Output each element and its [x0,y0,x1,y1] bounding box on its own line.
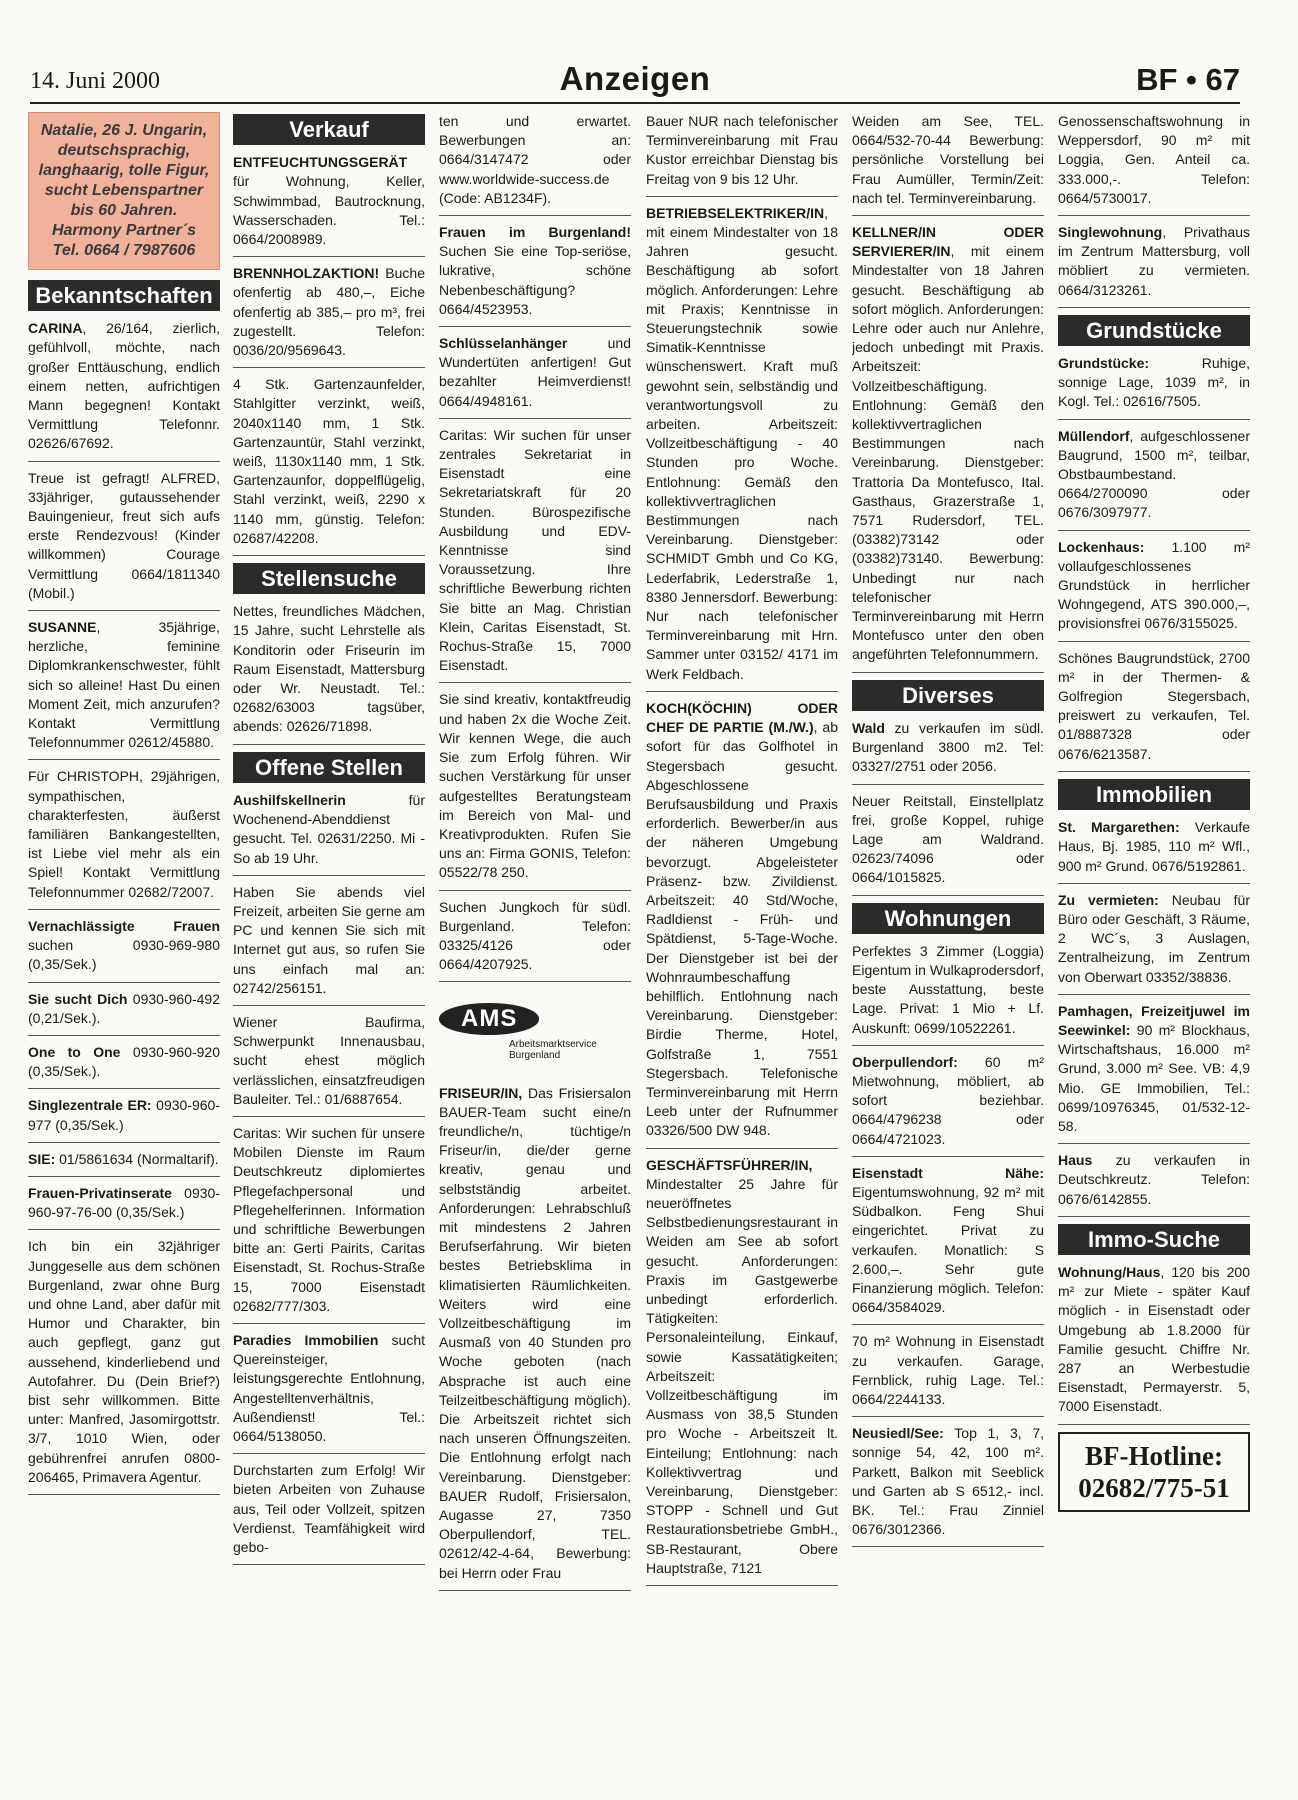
ad-text: Caritas: Wir suchen für unser zentrales Sekretariat in Eisenstadt eine Sekretariatskraft für 20 Stunden. Bürospezifische Ausbildung und EDV-Kenntnisse sind Voraussetzung. Ihre schriftliche Bewerbung richten Sie bitte an Mag. Christian Klein, Caritas Eisenstadt, St. Rochus-Straße 15, 7000 Eisenstadt. [439,426,631,674]
ad-text: suchen 0930-969-980 (0,35/Sek.) [28,937,220,973]
section-heading: Immobilien [1058,779,1250,810]
ad-text: Mindestalter 25 Jahre für neueröffnetes Selbstbedienungsrestaurant in Weiden am See ab sofort gesucht. Anforderungen: Praxis im Gastgewerbe unbedingt erforderlich. Tätigkeiten: Personaleinteilung, Einkauf, sowie Kassatätigkeiten; Arbeitszeit: Vollzeitbeschäftigung im Ausmass von 38,5 Stunden pro Woche - Arbeitszeit lt. Einteilung; Entlohnung: nach Kollektivvertrag und Vereinbarung, Dienstgeber: STOPP - Schnell und Gut Restaurationsbetriebe GmbH., SB-Restaurant, Obere Hauptstraße, 7121 [646,1175,838,1576]
classified-ad [852,1164,1044,1326]
ams-logo: AMS [439,1003,539,1034]
ad-text: 0930-960-920 (0,35/Sek.). [28,1043,220,1080]
classified-ad [439,112,631,216]
classified-ad [233,602,425,744]
classified-ad [439,690,631,890]
column-5 [852,112,1044,1752]
ad-text: 1.100 m² vollaufgeschlossenes Grundstück in herrlicher Wohngegend, ATS 390.000,–, provisionsfrei 0676/3155025. [1058,538,1250,632]
classified-ad [439,898,631,983]
section-heading: Grundstücke [1058,315,1250,346]
ad-text: 60 m² Mietwohnung, möbliert, ab sofort beziehbar. 0664/4796238 oder 0664/4721023. [852,1053,1044,1147]
ad-text: 4 Stk. Gartenzaunfelder, Stahlgitter verzinkt, weiß, 2040x1140 mm, 1 Stk. Gartenzauntür, Stahl verzinkt, weiß, 1130x1140 mm, 1 Stk. Gartenzaunfor, doppelflügelig, Stahl verzinkt, weiß, 2290 x 1140 mm, günstig. Telefon: 02687/42208. [233,376,425,546]
ad-headline: Lockenhaus: [1058,538,1145,555]
ad-text: Haben Sie abends viel Freizeit, arbeiten Sie gerne am PC und kennen Sie sich mit Internet gut aus, so rufen Sie uns einfach mal an: 02742/256151. [233,883,425,996]
classified-ad [28,1096,220,1142]
ad-text: und Wundertüten anfertigen! Gut bezahlter Heimverdienst! 0664/4948161. [439,335,631,409]
classified-ad [1058,891,1250,995]
ad-headline: ENTFEUCHTUNGSGERÄT [233,154,408,171]
ad-text: , Privathaus im Zentrum Mattersburg, voll möbliert zu vermieten. 0664/3123261. [1058,224,1250,298]
ad-text: 01/5861634 (Normaltarif). [55,1150,219,1167]
classified-ad [233,1124,425,1324]
ad-headline: Neusiedl/See: [852,1425,944,1442]
ad-headline: Haus [1058,1152,1093,1169]
ad-text: sucht Quereinsteiger, leistungsgerechte Entlohnung, Angestelltenverhältnis, Außendienst! Tel.: 0664/5138050. [233,1331,425,1444]
classified-ad [852,792,1044,896]
ad-text: , 35jährige, herzliche, feminine Diplomkrankenschwester, fühlt sich so alleine! Hast Du einen Moment Zeit, mich anzurufen? Kontakt Vermittlung Telefonnummer 02612/45880. [28,619,220,751]
classified-ad [28,1184,220,1230]
ad-text: Das Frisiersalon BAUER-Team sucht eine/n freundliche/n, tüchtige/n Friseur/in, die/der gerne kreativ, genau und selbstständig arbeitet. Anforderungen: Lehrabschluß mit mindestens 2 Jahren Berufserfahrung. Wir bieten bestes Betriebsklima in klimatisierten Räumlichkeiten. Weiters wird eine Vollzeitbeschäftigung im Ausmaß von 40 Stunden pro Woche geboten (nach Absprache ist auch eine Teilzeitbeschäftigung möglich). Die Arbeitszeit richtet sich nach unseren Öffnungszeiten. Die Entlohnung erfolgt nach Vereinbarung. Dienstgeber: BAUER Rudolf, Frisiersalon, Augasse 27, 7350 Oberpullendorf, TEL. 02612/42-4-64, Bewerbung: bei Herrn oder Frau [439,1084,631,1581]
ad-text: , ab sofort für das Golfhotel in Stegersbach gesucht. Abgeschlossene Berufsausbildung und Praxis erforderlich. Bewerber/in aus der näheren Umgebung bevorzugt. Abgeleisteter Präsenz- bzw. Zivildienst. Arbeitszeit: 40 Std/Woche, Radldienst - Früh- und Spätdienst, 5-Tage-Woche. Der Dienstgeber ist bei der Wohnraumbeschaffung behilflich. Entlohnung nach Vereinbarung. Dienstgeber: Birdie Therme, Hotel, Golfstraße 1, 7551 Stegersbach. Telefonische Terminvereinbarung mit Herrn Leeb unter der Rufnummer 03326/500 DW 948. [646,719,838,1139]
classified-ad [233,375,425,556]
classified-ad [852,719,1044,785]
classified-ad [28,990,220,1036]
ad-headline: KELLNER/IN ODER SERVIERER/IN [852,224,1044,260]
ad-headline: Eisenstadt Nähe: [852,1164,1044,1181]
ad-text: Nettes, freundliches Mädchen, 15 Jahre, sucht Lehrstelle als Konditorin oder Friseurin im Raum Eisenstadt, Mattersburg oder Wr. Neustadt. Tel.: 02682/63003 tagsüber, abends: 02626/71898. [233,603,425,735]
classified-ad [233,264,425,368]
ad-headline: Aushilfskellnerin [233,791,346,808]
section-heading: Wohnungen [852,903,1044,934]
column-6 [1058,112,1250,1752]
ad-headline: Zu vermieten: [1058,891,1159,908]
classified-ad [233,1331,425,1454]
ad-headline: Singlewohnung [1058,224,1163,241]
classified-ad [1058,223,1250,308]
hotline-box [1058,1432,1250,1512]
ad-headline: Vernachlässigte Frauen [28,917,220,934]
ad-headline: Paradies Immobilien [233,1331,379,1348]
classified-ad [233,791,425,876]
classified-ad [233,1013,425,1117]
column-1 [28,112,220,1752]
section-title: Anzeigen [559,60,711,97]
classified-ad [233,1461,425,1565]
section-heading: Stellensuche [233,563,425,594]
ad-text: Ruhige, sonnige Lage, 1039 m², in Kogl. Tel.: 02616/7505. [1058,355,1250,410]
ad-text: zu verkaufen im südl. Burgenland 3800 m2. Tel: 03327/2751 oder 2056. [852,719,1044,775]
classified-ad [852,1424,1044,1547]
ad-text: Weiden am See, TEL. 0664/532-70-44 Bewerbung: persönliche Vorstellung bei Frau Aumüller, Termin/Zeit: nach tel. Terminvereinbarung. [852,113,1044,206]
column-3 [439,112,631,1752]
ad-text: , mit einem Mindestalter von 18 Jahren gesucht. Beschäftigung ab sofort möglich. Anforderungen: Lehre oder auch nur Anlehre, jedoch unbedingt mit Praxis. Arbeitszeit: Vollzeitbeschäftigung. Entlohnung: Gemäß den kollektivvertraglichen Bestimmungen nach Vereinbarung. Dienstgeber: Trattoria Da Montefusco, Ital. Gasthaus, Grazerstraße 1, 7571 Rudersdorf, TEL. (03382)73142 oder (03382)73140. Bewerbung: Unbedingt nur nach telefonischer Terminvereinbarung mit Herrn Montefusco unter den oben angeführten Telefonnummern. [852,243,1044,663]
ad-text: Wiener Baufirma, Schwerpunkt Innenausbau, sucht ehest möglich verlässlichen, einsatzfreudigen Bauleiter. Tel.: 01/6887654. [233,1013,425,1107]
classified-ad [1058,538,1250,642]
classified-ad [233,153,425,257]
ad-text: Verkaufe Haus, Bj. 1985, 110 m² Wfl., 900 m² Grund. 0676/5192861. [1058,819,1250,874]
ad-headline: KOCH(KÖCHIN) ODER CHEF DE PARTIE (M./W.) [646,699,838,736]
ad-headline: St. Margarethen: [1058,819,1180,836]
ad-headline: GESCHÄFTSFÜHRER/IN, [646,1156,813,1173]
section-heading: Offene Stellen [233,752,425,783]
ad-headline: Sie sucht Dich [28,990,128,1007]
classified-ad [646,204,838,692]
ad-headline: FRISEUR/IN, [439,1084,523,1101]
ad-text: Ich bin ein 32jähriger Junggeselle aus dem schönen Burgenland, zwar ohne Burg und ohne Land, aber dafür mit Humor und Charakter, bin auch gepflegt, ganz gut aussehend, kinderliebend und Autofahrer. Du (Dein Brief?) bist sehr willkommen. Bitte unter: Manfred, Jasomirgottstr. 3/7, 1010 Wien, oder gebührenfrei anrufen 0800-206465, Primavera Agentur. [28,1238,220,1485]
ad-headline: Oberpullendorf: [852,1053,958,1070]
ad-headline: CARINA [28,320,83,337]
ad-text: für Wohnung, Keller, Schwimmbad, Bautrocknung, Wasserschaden. Tel.: 0664/2008989. [233,173,425,248]
page-header [30,60,1240,104]
classified-ad [1058,354,1250,420]
ad-text: Durchstarten zum Erfolg! Wir bieten Arbeiten von Zuhause aus, Teil oder Vollzeit, spitzen Verdienst. Teamfähigkeit wird gebo- [233,1462,425,1555]
ad-text: 90 m² Blockhaus, Wirtschaftshaus, 16.000 m² Grund, 3.000 m² See. VB: 4,9 Mio. GE Immobilien, Tel.: 0699/10976345, 01/532-12-58. [1058,1021,1250,1134]
ad-text: zu verkaufen in Deutschkreutz. Telefon: 0676/6142855. [1058,1152,1250,1207]
classified-ad [1058,1263,1250,1425]
classified-ad [852,112,1044,216]
ad-headline: Singlezentrale ER: [28,1097,152,1114]
classified-ad [646,112,838,197]
classified-ad [439,1084,631,1591]
classified-ad [439,223,631,327]
classified-ad [646,699,838,1149]
ad-text: Suchen Jungkoch für südl. Burgenland. Telefon: 03325/4126 oder 0664/4207925. [439,898,631,973]
classified-ad [1058,649,1250,772]
ad-text: 0930-960-492 (0,21/Sek.). [28,990,220,1026]
classified-ad [439,334,631,419]
ad-text: , 120 bis 200 m² zur Miete - später Kauf möglich - in Eisenstadt oder Umgebung ab 1.8.2000 für Familie gesucht. Chiffre Nr. 287 an Werbestudie Eisenstadt, Permayerstr. 5, 7000 Eisenstadt. [1058,1263,1250,1415]
ad-text: Eigentumswohnung, 92 m² mit Südbalkon. Feng Shui eingerichtet. Privat zu verkaufen. Monatlich: S 2.600,–. Sehr gute Finanzierung möglich. Telefon: 0664/3584029. [852,1183,1044,1316]
classified-ad [1058,818,1250,884]
ad-headline: Pamhagen, Freizeitjuwel im Seewinkel: [1058,1002,1250,1038]
ad-text: Top 1, 3, 7, sonnige 54, 42, 100 m². Parkett, Balkon mit Seeblick und Garten ab S 6512,- incl. BK. Tel.: Frau Zinniel 0676/3012366. [852,1425,1044,1538]
ams-logo-ad [439,989,631,1076]
classified-ad [28,767,220,909]
classified-ad [1058,1002,1250,1144]
hotline-number: 02682/775-51 [1078,1472,1230,1503]
section-heading: Verkauf [233,114,425,145]
ad-headline: One to One [28,1043,121,1060]
classified-ad [1058,427,1250,531]
ad-headline: Wohnung/Haus [1058,1263,1161,1280]
ad-headline: Frauen im Burgenland! [439,224,631,241]
ad-text: Suchen Sie eine Top-seriöse, lukrative, schöne Nebenbeschäftigung? 0664/4523953. [439,243,631,317]
ad-text: für Wochenend-Abenddienst gesucht. Tel. 02631/2250. Mi - So ab 19 Uhr. [233,791,425,866]
ad-text: Caritas: Wir suchen für unsere Mobilen Dienste im Raum Deutschkreutz diplomiertes Pflegefachpersonal und Pflegehelferinnen. Information und schriftliche Bewerbungen bitte an: Gerti Pairits, Caritas Eisenstadt, St. Rochus-Straße 15, 7000 Eisenstadt 02682/777/303. [233,1124,425,1314]
ad-headline: SUSANNE [28,619,97,636]
section-heading: Immo-Suche [1058,1224,1250,1255]
issue-date: 14. Juni 2000 [30,68,161,94]
classified-ad [28,917,220,983]
ad-headline: BETRIEBSELEKTRIKER/IN [646,204,825,221]
ad-headline: BRENNHOLZAKTION! [233,265,380,282]
ad-text: 0930-960-97-76-00 (0,35/Sek.) [28,1184,220,1221]
classified-ad [1058,1151,1250,1217]
ad-text: 70 m² Wohnung in Eisenstadt zu verkaufen. Garage, Fernblick, ruhig Lage. Tel.: 0664/2244133. [852,1333,1044,1407]
ad-text: Buche ofenfertig ab 480,–, Eiche ofenfertig ab 385,– pro m³, frei zugestellt. Telefon: 0036/20/9569643. [233,265,425,359]
classified-ad [233,883,425,1006]
section-heading: Diverses [852,680,1044,711]
classified-ad [28,618,220,760]
classified-ad [28,1237,220,1495]
ad-text: Für CHRISTOPH, 29jährigen, sympathischen, charakterfesten, äußerst familiären Bankangestellten, ist Liebe viel mehr als ein Spiel! Kontakt Vermittlung Telefonnummer 02682/72007. [28,768,220,900]
column-2 [233,112,425,1752]
ad-text: Sie sind kreativ, kontaktfreudig und haben 2x die Woche Zeit. Wir kennen Wege, die auch Sie zum Erfolg führen. Wir suchen Verstärkung für unser aufgestelltes Beratungsteam im Bereich von Mal- und Kreativprodukten. Rufen Sie uns an: Firma GONIS, Telefon: 05522/78 250. [439,691,631,881]
ams-logo-subtitle: Arbeitsmarktservice Burgenland [509,1038,597,1061]
section-heading: Bekanntschaften [28,280,220,311]
classified-ad [28,1043,220,1089]
ad-headline: Wald [852,719,885,736]
ad-headline: SIE: [28,1150,56,1167]
column-4 [646,112,838,1752]
ad-text: Bauer NUR nach telefonischer Terminvereinbarung mit Frau Kustor erreichbar Dienstag bis Freitag von 9 bis 12 Uhr. [646,113,838,187]
classified-ad [852,1332,1044,1417]
ad-text: ten und erwartet. Bewerbungen an: 0664/3147472 oder www.worldwide-success.de (Code: AB1234F). [439,113,631,206]
ad-headline: Grundstücke: [1058,355,1150,372]
ad-text: Neubau für Büro oder Geschäft, 3 Räume, 2 WC´s, 3 Auslagen, Zentralheizung, im Zentrum von Oberwart 03352/38836. [1058,891,1250,985]
classified-ad [852,223,1044,673]
ad-text: Genossenschaftswohnung in Weppersdorf, 90 m² mit Loggia, Gen. Anteil ca. 333.000,-. Telefon: 0664/5730017. [1058,113,1250,206]
ad-text: , aufgeschlossener Baugrund, 1500 m², teilbar, Obstbaumbestand. 0664/2700090 oder 0676/3097977. [1058,427,1250,521]
page-number: BF • 67 [1136,62,1240,97]
ad-text: , mit einem Mindestalter von 18 Jahren gesucht. Beschäftigung ab sofort möglich. Anforderungen: Lehre mit Praxis; Kenntnisse in Steuerungstechnik sowie Simatik-Kenntnisse wünschenswert. Kraft muß gewohnt sein, selbständig und verantwortungsvoll zu arbeiten. Arbeitszeit: Vollzeitbeschäftigung - 40 Stunden pro Woche. Entlohnung: Gemäß den kollektivvertraglichen Bestimmungen nach Vereinbarung. Dienstgeber: SCHMIDT Gmbh und Co KG, Lederfabrik, Lederstraße 1, 8380 Jennersdorf. Bewerbung: Nur nach telefonischer Terminvereinbarung mit Hrn. Sammer unter 03152/ 4171 im Werk Feldbach. [646,204,838,682]
ad-headline: Müllendorf [1058,427,1130,444]
ad-headline: Schlüsselanhänger [439,335,568,352]
ad-text: Neuer Reitstall, Einstellplatz frei, große Koppel, ruhige Lage am Waldrand. 02623/74096 oder 0664/1015825. [852,792,1044,886]
ad-text: Perfektes 3 Zimmer (Loggia) Eigentum in Wulkaprodersdorf, beste Ausstattung, beste Lage. Privat: 1 Mio + Lf. Auskunft: 0699/10522261. [852,942,1044,1036]
classified-ad [1058,112,1250,216]
ad-text: 0930-960-977 (0,35/Sek.) [28,1097,220,1133]
classified-ad [852,942,1044,1046]
ad-text: , 26/164, zierlich, gefühlvoll, möchte, nach großer Enttäuschung, endlich einem netten, aufrichtigen Mann begegnen! Kontakt Vermittlung Telefonnr. 02626/67692. [28,320,220,452]
classified-ad [852,1053,1044,1157]
ad-text: Schönes Baugrundstück, 2700 m² in der Thermen- & Golfregion Stegersbach, preiswert zu verkaufen, Tel. 01/8887328 oder 0676/6213587. [1058,649,1250,762]
highlight-ad: Natalie, 26 J. Ungarin, deutschsprachig, langhaarig, tolle Figur, sucht Lebenspartner bis 60 Jahren. Harmony Partner´s Tel. 0664 / 7987606 [28,112,220,270]
hotline-title: BF-Hotline: [1085,1440,1223,1471]
ad-text: Treue ist gefragt! ALFRED, 33jähriger, gutaussehender Bauingenieur, freut sich aufs erste Rendezvous! (Kinder willkommen) Courage Vermittlung 0664/1811340 (Mobil.) [28,469,220,601]
classified-ad [439,426,631,684]
classified-ad [646,1156,838,1586]
classified-ad [28,1150,220,1177]
classified-ad [28,319,220,461]
classified-ad [28,469,220,611]
ad-headline: Frauen-Privatinserate [28,1184,172,1201]
